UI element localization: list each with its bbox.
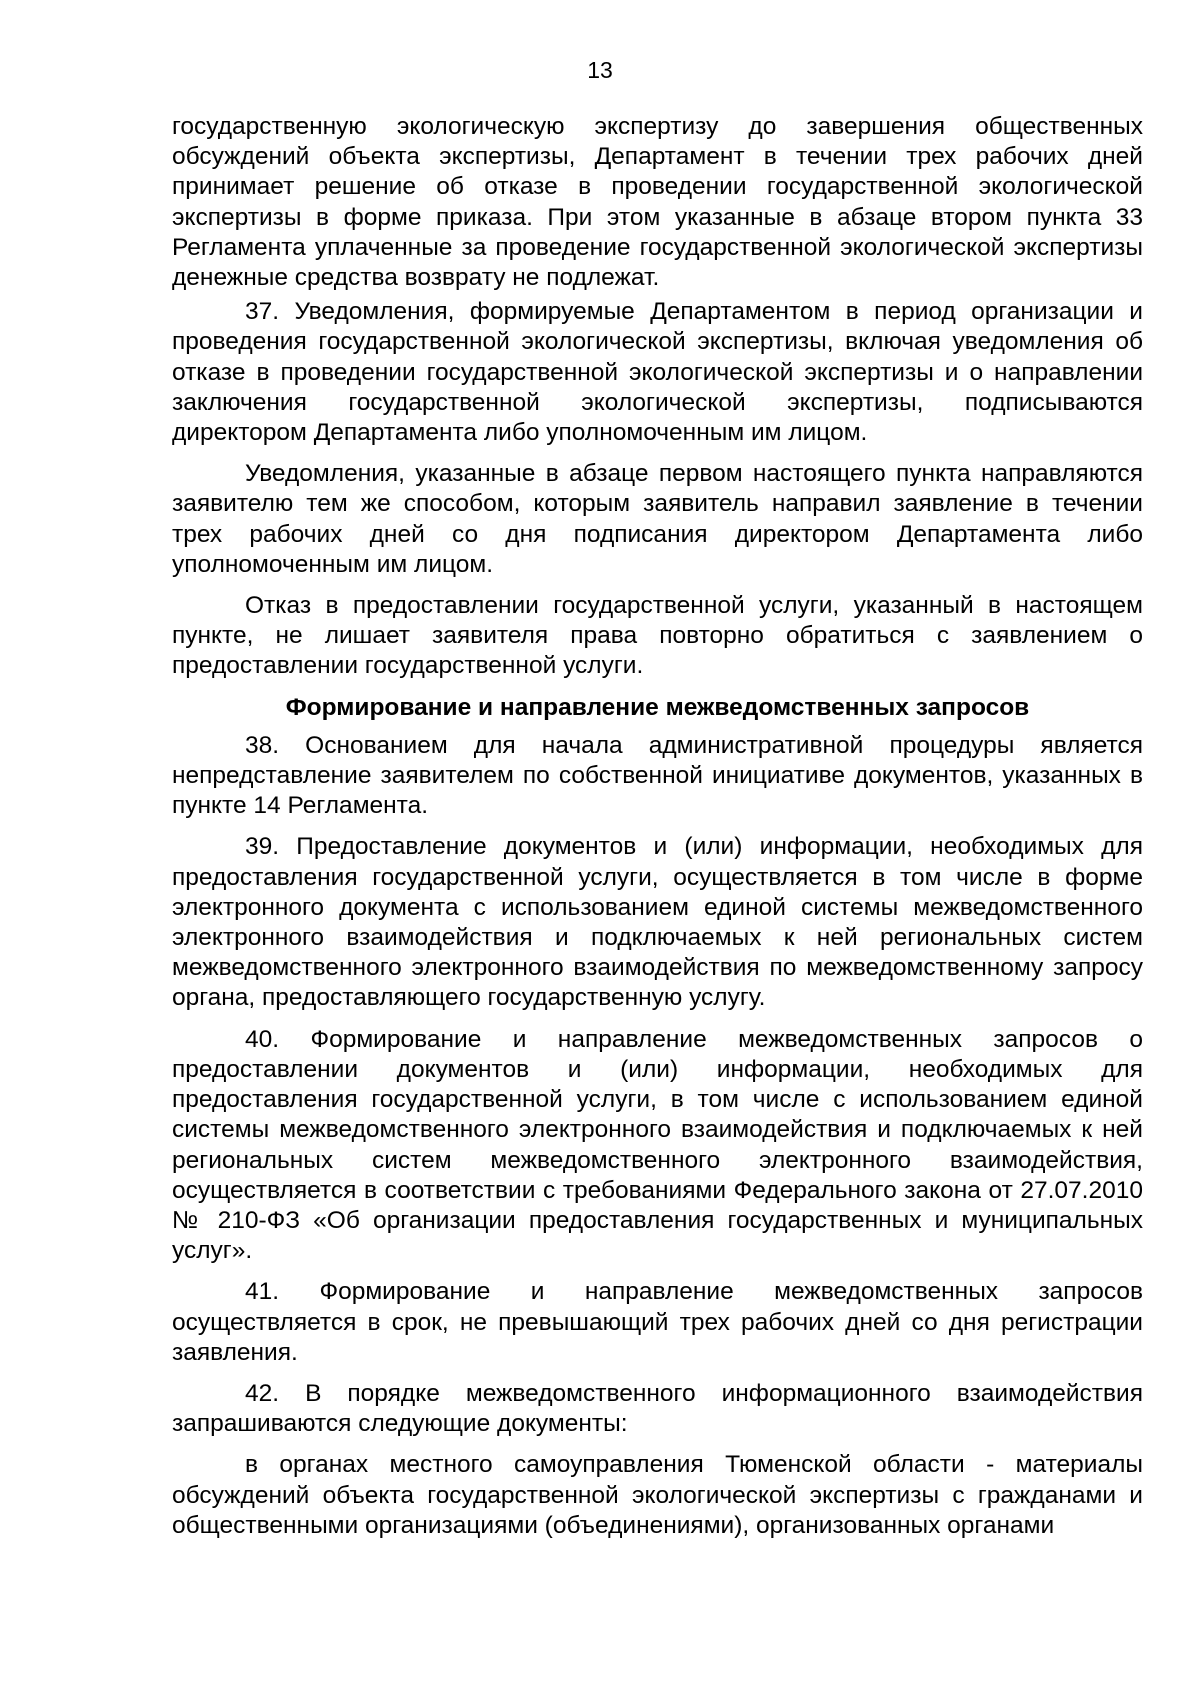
paragraph-refusal: Отказ в предоставлении государственной услуги, указанный в настоящем пункте, не лишает заявителя права повторно обратиться с заявлением о предоставлении государственной услуги. [172, 592, 1143, 680]
paragraph-42: 42. В порядке межведомственного информационного взаимодействия запрашиваются следующие документы: [172, 1379, 1143, 1438]
paragraph-41: 41. Формирование и направление межведомственных запросов осуществляется в срок, не превышающий трех рабочих дней со дня регистрации заявления. [172, 1278, 1143, 1366]
paragraph-continuation: государственную экологическую экспертизу до завершения общественных обсуждений объекта экспертизы, Департамент в течении трех рабочих дней принимает решение об отказе в проведении государственной экологической экспертизы в форме приказа. При этом указанные в абзаце втором пункта 33 Регламента уплаченные за проведение государственной экологической экспертизы денежные средства возврату не подлежат. [172, 113, 1143, 292]
paragraph-38: 38. Основанием для начала административной процедуры является непредставление заявителем по собственной инициативе документов, указанных в пункте 14 Регламента. [172, 731, 1143, 820]
paragraph-37: 37. Уведомления, формируемые Департаментом в период организации и проведения государственной экологической экспертизы, включая уведомления об отказе в проведении государственной экологической экспертизы и о направлении заключения государственной экологической экспертизы, подписываются директором Департамента либо уполномоченным им лицом. [172, 298, 1143, 447]
section-heading: Формирование и направление межведомственных запросов [285, 693, 1030, 721]
document-body [172, 112, 1143, 1552]
paragraph-notifications: Уведомления, указанные в абзаце первом настоящего пункта направляются заявителю тем же способом, которым заявитель направил заявление в течении трех рабочих дней со дня подписания директором Департамента либо уполномоченным им лицом. [172, 460, 1143, 578]
paragraph-local-authorities: в органах местного самоуправления Тюменской области - материалы обсуждений объекта государственной экологической экспертизы с гражданами и общественными организациями (объединениями), организованных органами [172, 1451, 1143, 1539]
page-number: 13 [587, 57, 613, 83]
paragraph-40: 40. Формирование и направление межведомственных запросов о предоставлении документов и (или) информации, необходимых для предоставления государственной услуги, в том числе с использованием единой системы межведомственного электронного взаимодействия и подключаемых к ней региональных систем межведомственного электронного взаимодействия, осуществляется в соответствии с требованиями Федерального закона от 27.07.2010 № 210-ФЗ «Об организации предоставления государственных и муниципальных услуг». [172, 1025, 1143, 1265]
paragraph-39: 39. Предоставление документов и (или) информации, необходимых для предоставления государственной услуги, осуществляется в том числе в форме электронного документа с использованием единой системы межведомственного электронного взаимодействия и подключаемых к ней региональных систем межведомственного электронного взаимодействия по межведомственному запросу органа, предоставляющего государственную услугу. [172, 833, 1143, 1012]
